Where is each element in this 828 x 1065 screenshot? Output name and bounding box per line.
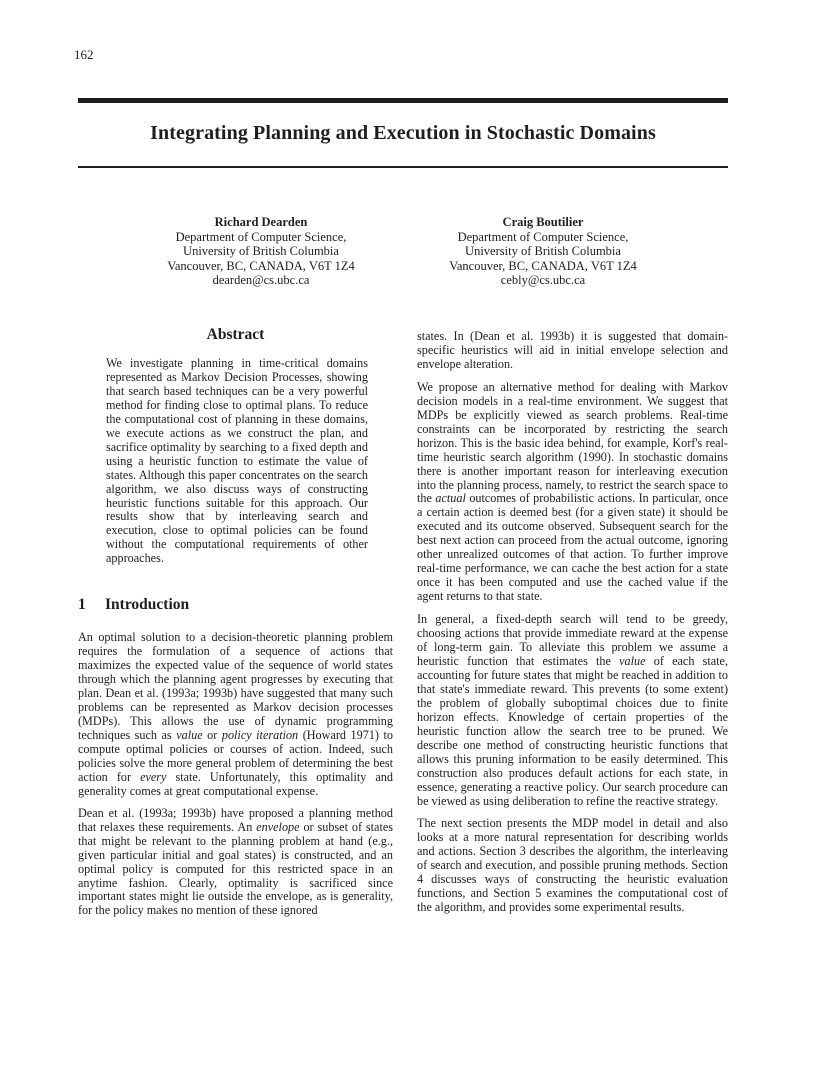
intro-paragraph-4: We propose an alternative method for dealing with Markov decision models in a real-time environment. We suggest that MDPs be explicitly viewed as search problems. Real-time constraints can be incorporated by restricting the search horizon. This is the basic idea behind, for example, Korf's real-time heuristic search algorithm (1990). In stochastic domains there is another important reason for interleaving execution into the planning process, namely, to restrict the search space to the actual outcomes of probabilistic actions. In particular, once a certain action is deemed best (for a given state) it should be executed and its outcome observed. Subsequent search for the best next action can proceed from the actual outcome, ignoring other unrealized outcomes of that action. To further improve real-time performance, we can cache the best action for a state once it has been computed and use the cached value if the agent returns to that state. xyxy=(417,379,728,604)
author-email: dearden@cs.ubc.ca xyxy=(212,273,310,288)
intro-paragraph-3: states. In (Dean et al. 1993b) it is suggested that domain-specific heuristics will aid in initial envelope selection and envelope alteration. xyxy=(417,329,728,371)
section-heading-introduction xyxy=(78,596,393,614)
title-rule-bottom xyxy=(78,166,728,168)
author-name: Craig Boutilier xyxy=(502,215,584,229)
author-department: Department of Computer Science, xyxy=(175,229,347,244)
section-number: 1 xyxy=(78,596,86,614)
author-block-2 xyxy=(413,215,673,288)
author-university: University of British Columbia xyxy=(465,244,621,259)
intro-paragraph-6: The next section presents the MDP model in detail and also looks at a more natural representation for describing worlds and actions. Section 3 describes the algorithm, the interleaving of search and execution, and possible pruning methods. Section 4 discusses ways of constructing the heuristic evaluation functions, and Section 5 examines the computational cost of the algorithm, and provides some experimental results. xyxy=(417,816,728,915)
abstract-text: We investigate planning in time-critical domains represented as Markov Decision Processes, showing that search based techniques can be a very powerful method for finding close to optimal plans. To reduce the computational cost of planning in these domains, we execute actions as we construct the plan, and sacrifice optimality by searching to a fixed depth and using a heuristic function to estimate the value of states. Although this paper concentrates on the search algorithm, we also discuss ways of constructing heuristic functions suitable for this approach. Our results show that by interleaving search and execution, close to optimal policies can be found without the computational requirements of other approaches. xyxy=(106,356,368,566)
author-university: University of British Columbia xyxy=(183,244,339,259)
left-column xyxy=(78,326,393,926)
paper-title: Integrating Planning and Execution in Stochastic Domains xyxy=(150,122,656,144)
intro-paragraph-2: Dean et al. (1993a; 1993b) have proposed a planning method that relaxes these requirements. An envelope or subset of states that might be relevant to the planning problem at hand (e.g., given particular initial and goal states) is constructed, and an optimal policy is computed for this restricted space in an anytime fashion. Clearly, optimality is sacrificed since important states might lie outside the envelope, as is generality, for the policy makes no mention of these ignored xyxy=(78,805,394,918)
author-name: Richard Dearden xyxy=(214,215,308,229)
right-column xyxy=(417,330,728,924)
section-title: Introduction xyxy=(105,596,190,614)
page-number: 162 xyxy=(74,47,94,62)
intro-paragraph-5: In general, a fixed-depth search will tend to be greedy, choosing actions that provide immediate reward at the expense of long-term gain. To alleviate this problem we assume a heuristic function that estimates the value of each state, accounting for future states that might be reached in addition to that state's immediate reward. This prevents (to some extent) the problem of globally suboptimal choices due to finite horizon effects. Knowledge of certain properties of the heuristic function allow the search tree to be pruned. We describe one method of constructing heuristic functions that allows this pruning information to be easily determined. This construction also produces default actions for each state, in essence, generating a reactive policy. Our search procedure can be viewed as using deliberation to refine the reactive strategy. xyxy=(417,612,728,808)
author-department: Department of Computer Science, xyxy=(457,229,629,244)
author-address: Vancouver, BC, CANADA, V6T 1Z4 xyxy=(449,258,637,273)
abstract-heading: Abstract xyxy=(206,326,265,343)
author-address: Vancouver, BC, CANADA, V6T 1Z4 xyxy=(167,258,355,273)
title-rule-top xyxy=(78,98,728,103)
author-email: cebly@cs.ubc.ca xyxy=(500,273,586,288)
author-block-1 xyxy=(131,215,391,288)
intro-paragraph-1: An optimal solution to a decision-theoretic planning problem requires the formulation of a sequence of actions that maximizes the expected value of the sequence of world states through which the planning agent progresses by executing that plan. Dean et al. (1993a; 1993b) have suggested that many such problems can be represented as Markov decision processes (MDPs). This allows the use of dynamic programming techniques such as value or policy iteration (Howard 1971) to compute optimal policies or courses of action. Indeed, such policies solve the more general problem of determining the best action for every state. Unfortunately, this optimality and generality comes at great computational expense. xyxy=(78,630,393,798)
